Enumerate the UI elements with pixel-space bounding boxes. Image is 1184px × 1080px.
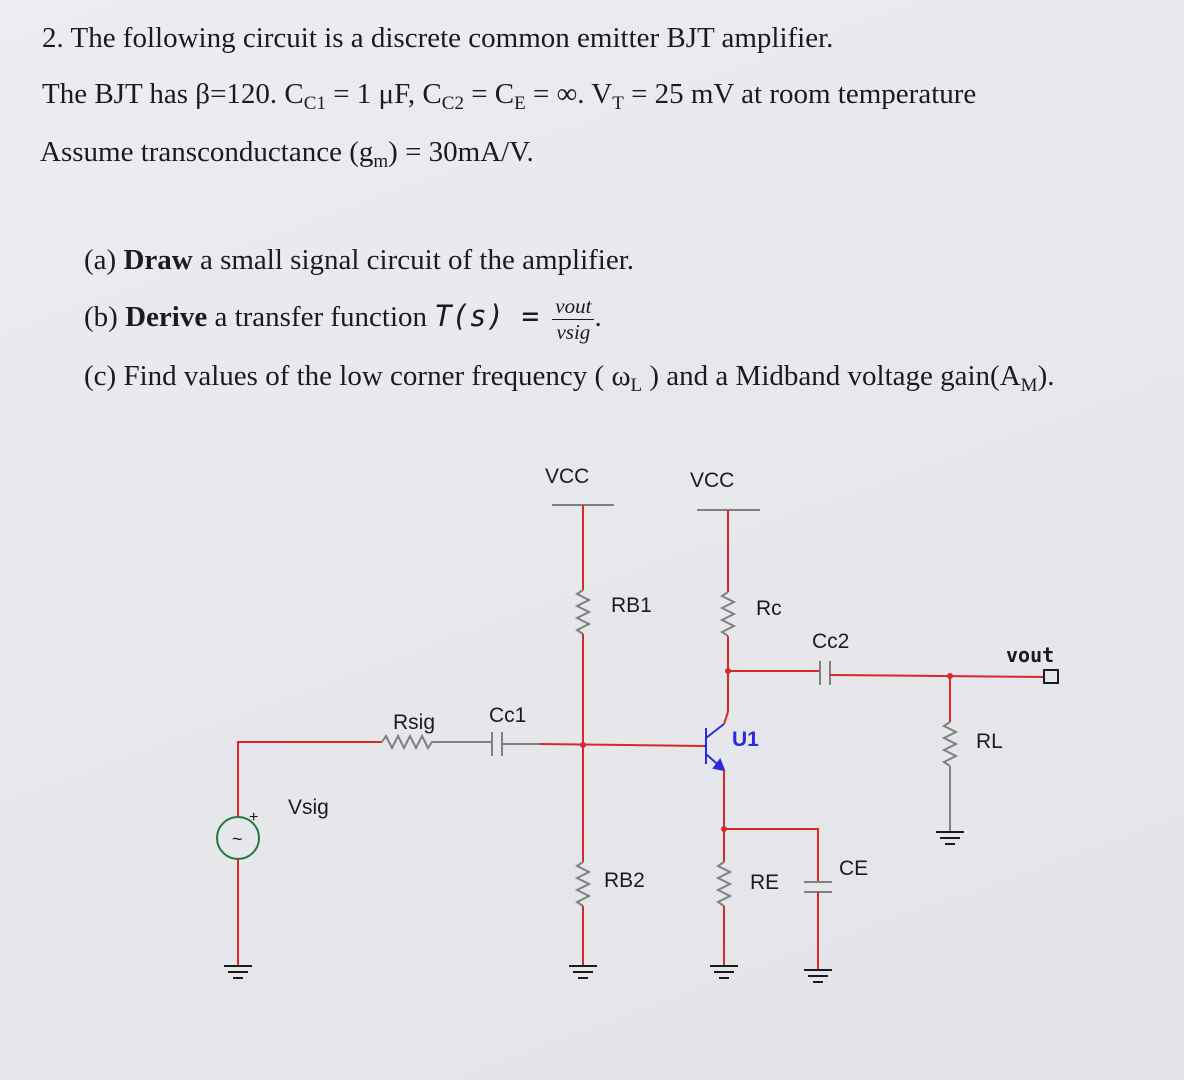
part-c-text-b: ) and a Midband voltage gain(A	[642, 360, 1021, 392]
vcc-rail-1	[552, 505, 614, 590]
vout-terminal	[1044, 670, 1058, 683]
u1-label: U1	[732, 728, 759, 751]
line2-text-d: = ∞. V	[525, 78, 613, 110]
ce-label: CE	[839, 857, 869, 880]
rsig-resistor	[382, 736, 492, 748]
ground-ce	[804, 970, 832, 982]
bjt-transistor	[704, 712, 728, 770]
rb2-resistor	[577, 862, 589, 906]
ground-vsig	[224, 966, 252, 978]
line3-text-b: ) = 30mA/V.	[388, 136, 534, 168]
collector-node	[725, 668, 731, 674]
transfer-function-formula: T(s) =	[434, 299, 540, 334]
rsig-label: Rsig	[393, 711, 436, 734]
vt-subscript: T	[612, 93, 624, 114]
gm-subscript: m	[373, 151, 389, 172]
rl-resistor	[944, 722, 956, 766]
rc-resistor	[722, 592, 734, 636]
part-c-text-c: ).	[1037, 360, 1055, 392]
vout-label: vout	[1006, 643, 1055, 667]
am-subscript: M	[1020, 375, 1038, 396]
line3-text-a: Assume transconductance (g	[40, 136, 374, 168]
cc1-label: Cc1	[489, 704, 527, 727]
vsig-plus: +	[249, 809, 259, 826]
line2-text-b: = 1 μF, C	[325, 78, 442, 110]
vcc-label-2: VCC	[690, 469, 735, 492]
fraction-denominator: vsig	[556, 320, 591, 344]
part-b-marker: (b)	[84, 301, 118, 334]
cc1-capacitor	[492, 732, 502, 756]
part-a-bold: Draw	[123, 244, 193, 276]
vsig-tilde: ~	[232, 829, 243, 849]
ground-rb2	[569, 966, 597, 978]
part-a-text: a small signal circuit of the amplifier.	[192, 244, 635, 276]
line2-text-e: = 25 mV at room temperature	[623, 78, 977, 110]
omega-l-subscript: L	[630, 375, 643, 396]
part-b-text: a transfer function	[207, 301, 435, 334]
rb1-label: RB1	[611, 594, 652, 617]
ground-re	[710, 966, 738, 978]
rl-label: RL	[976, 730, 1003, 753]
vcc-label-1: VCC	[545, 465, 590, 488]
rb2-label: RB2	[604, 869, 645, 892]
rb1-resistor	[577, 590, 589, 634]
cc2-subscript: C2	[441, 93, 464, 114]
re-resistor	[718, 862, 730, 906]
vsig-label: Vsig	[288, 796, 329, 819]
rc-label: Rc	[756, 597, 782, 620]
cc2-capacitor	[820, 661, 830, 685]
part-b-end: .	[594, 301, 602, 334]
cc2-to-vout-wire	[830, 675, 1044, 677]
base-wire	[540, 744, 704, 746]
part-b-bold: Derive	[125, 301, 208, 334]
line2-text-a: The BJT has β=120. C	[42, 78, 304, 110]
problem-line-1-text: 2. The following circuit is a discrete common emitter BJT amplifier.	[42, 22, 834, 54]
ce-capacitor	[804, 882, 832, 892]
cc1-subscript: C1	[303, 93, 326, 114]
re-label: RE	[750, 871, 780, 894]
ce-subscript: E	[514, 93, 526, 114]
part-c-marker: (c)	[84, 360, 117, 392]
part-c-text-a: Find values of the low corner frequency ( ω	[116, 360, 631, 392]
line2-text-c: = C	[463, 78, 515, 110]
part-a-marker: (a)	[84, 244, 117, 276]
cc2-label: Cc2	[812, 630, 850, 653]
ground-rl	[936, 832, 964, 844]
fraction-numerator: vout	[552, 296, 594, 320]
vcc-rail-2	[697, 510, 760, 592]
